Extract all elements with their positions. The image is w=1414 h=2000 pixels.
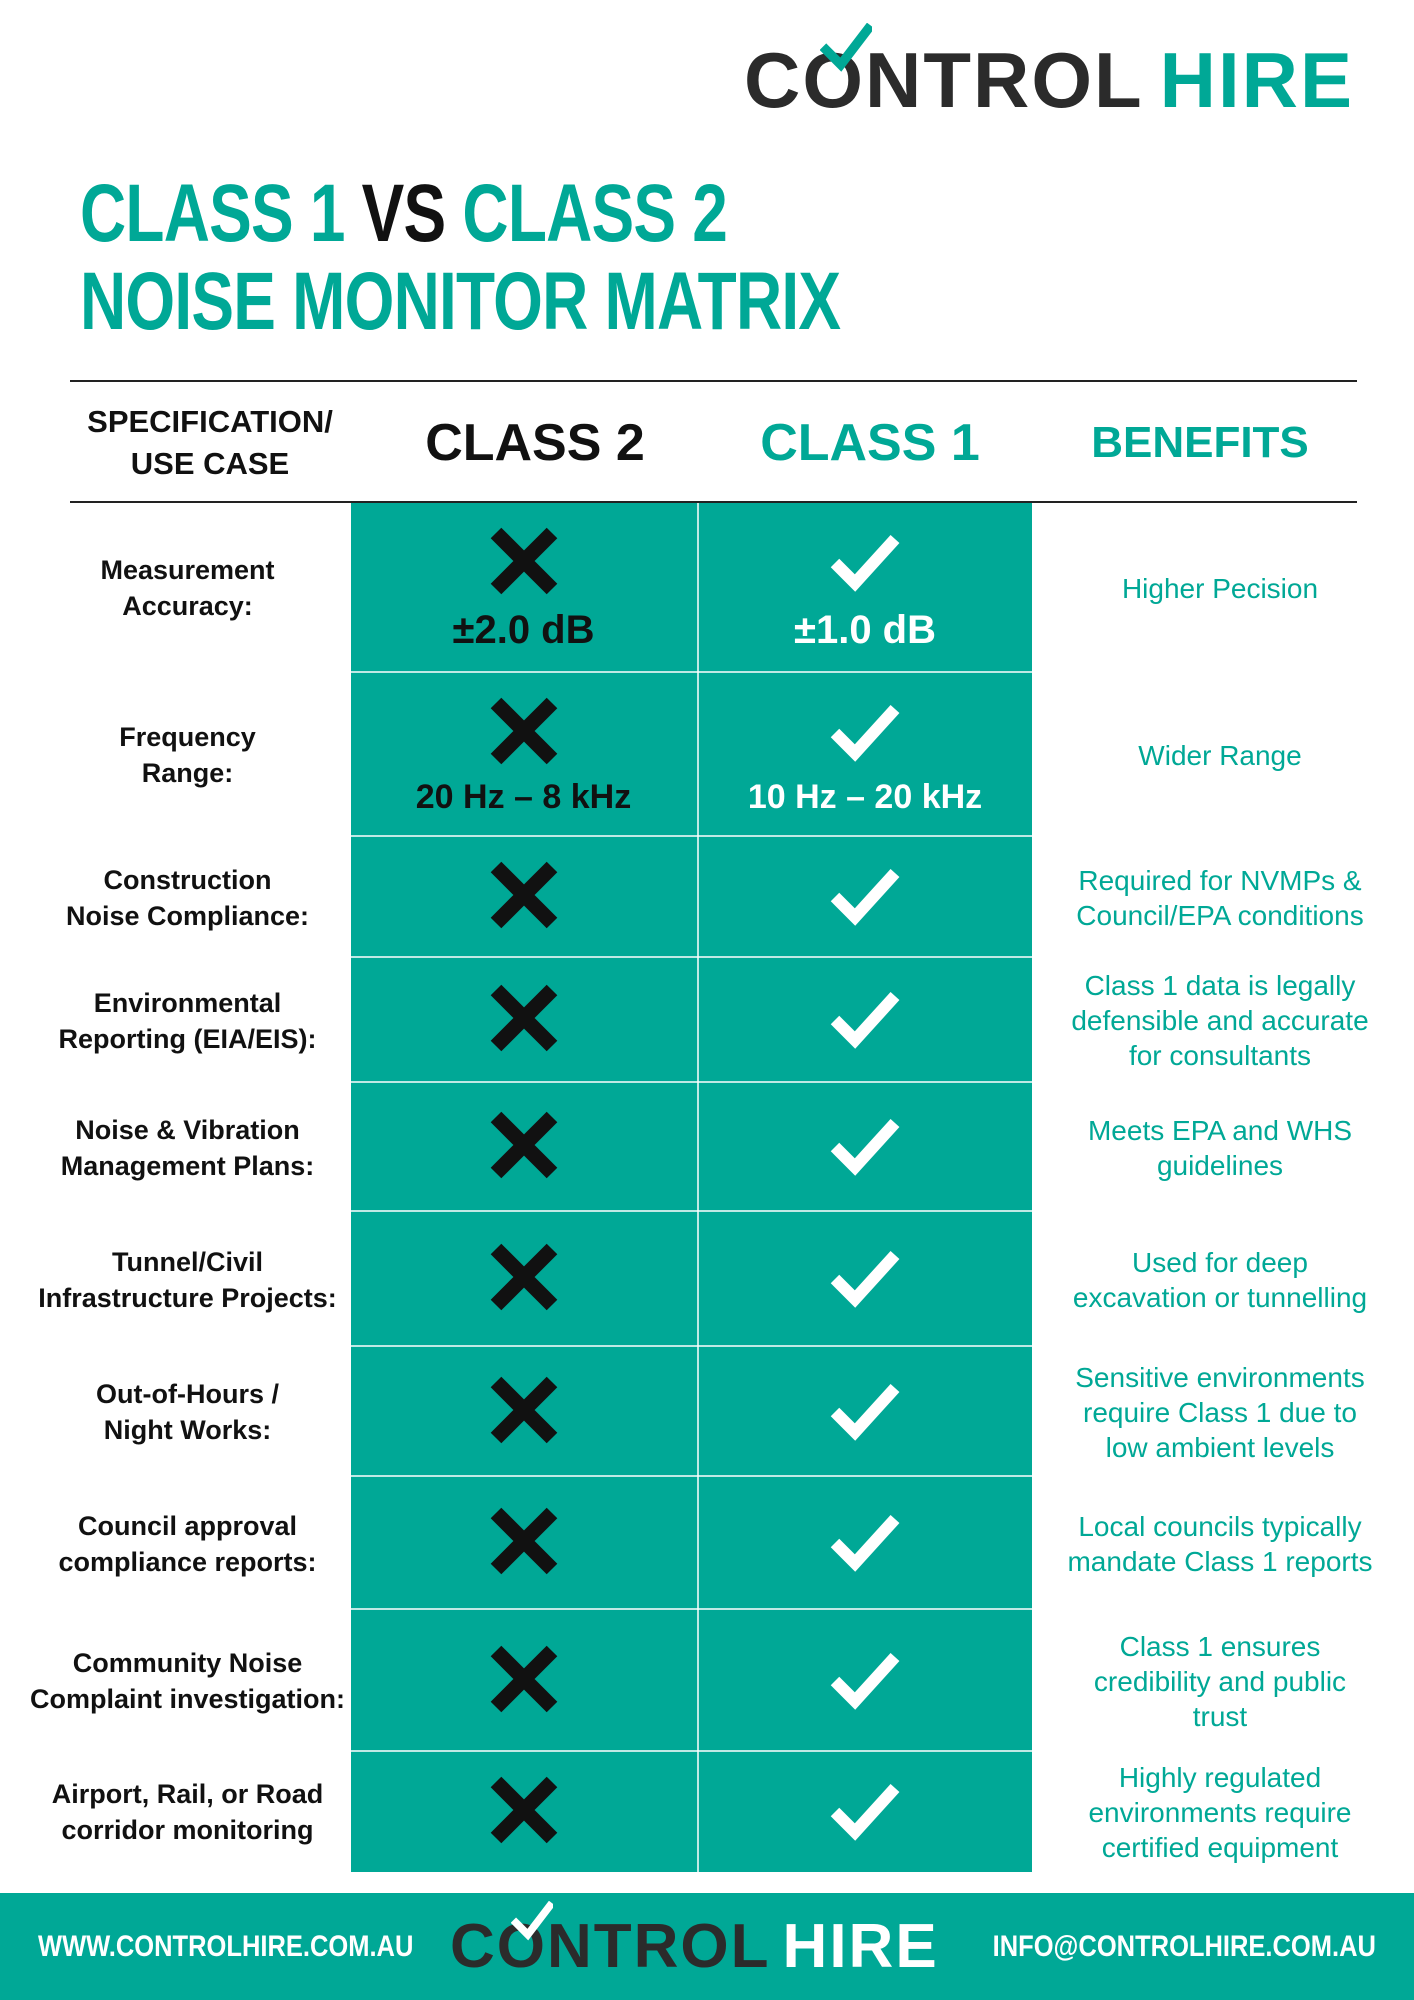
class2-cell (351, 1347, 696, 1477)
footer-email-link[interactable]: INFO@CONTROLHIRE.COM.AU (992, 1929, 1376, 1963)
header-benefits: BENEFITS (1091, 417, 1309, 467)
logo-text-o: O (802, 35, 866, 124)
benefit-line: Used for deep (1132, 1246, 1308, 1278)
footer-logo (450, 1901, 939, 1991)
benefit-line: guidelines (1156, 1149, 1284, 1181)
class2-value: 20 Hz – 8 kHz (415, 778, 632, 816)
title-line2: NOISE MONITOR MATRIX (80, 256, 841, 347)
benefit-line: Sensitive environments (1075, 1361, 1365, 1393)
cross-icon (486, 980, 562, 1061)
footer-website-link[interactable]: WWW.CONTROLHIRE.COM.AU (38, 1929, 414, 1963)
class1-cell (698, 1347, 1032, 1477)
table-row (0, 1347, 1414, 1477)
class2-cell (351, 673, 696, 837)
check-icon (827, 1372, 903, 1453)
header-top-rule (70, 380, 1357, 382)
footer-logo-hire: HIRE (782, 1911, 939, 1981)
check-icon (827, 1107, 903, 1188)
benefit-line: mandate Class 1 reports (1067, 1545, 1373, 1577)
class1-value: ±1.0 dB (794, 608, 936, 652)
spec-line: Management Plans: (60, 1150, 315, 1181)
spec-label (20, 1347, 355, 1477)
benefit-line: Class 1 data is legally (1084, 970, 1356, 1001)
class1-cell (698, 673, 1032, 837)
spec-line: compliance reports: (58, 1546, 317, 1577)
benefit-line: excavation or tunnelling (1072, 1281, 1368, 1313)
header-class1: CLASS 1 (760, 413, 980, 472)
logo-check-icon (820, 23, 872, 75)
class2-cell (351, 958, 696, 1083)
class2-cell (351, 1477, 696, 1610)
table-row (0, 503, 1414, 673)
table-row (0, 1477, 1414, 1610)
footer (0, 1893, 1414, 2000)
table-row (0, 837, 1414, 958)
spec-line: Council approval (77, 1510, 298, 1541)
cross-icon (486, 523, 562, 604)
class2-cell (351, 1083, 696, 1212)
benefit-text (1050, 958, 1390, 1083)
check-icon (827, 980, 903, 1061)
table-row (0, 1212, 1414, 1347)
check-icon (827, 1503, 903, 1584)
cross-icon (486, 1641, 562, 1722)
spec-line: Reporting (EIA/EIS): (58, 1023, 317, 1054)
spec-line: Infrastructure Projects: (38, 1282, 337, 1313)
table-row (0, 673, 1414, 837)
benefit-line: Highly regulated (1118, 1761, 1322, 1793)
title-vs: VS (344, 168, 463, 259)
benefit-line: Class 1 ensures (1119, 1630, 1321, 1662)
spec-line: Noise & Vibration (75, 1114, 300, 1145)
class2-value: ±2.0 dB (452, 608, 595, 652)
cross-icon (486, 1372, 562, 1453)
page-title (80, 170, 840, 346)
benefit-line: Higher Pecision (1121, 572, 1319, 604)
header-spec-line2: USE CASE (130, 445, 290, 481)
spec-label (20, 503, 355, 673)
benefit-line: Local councils typically (1078, 1510, 1362, 1542)
spec-line: Noise Compliance: (65, 900, 310, 931)
benefit-text (1050, 1212, 1390, 1347)
header-spec-line1: SPECIFICATION/ (87, 403, 333, 439)
spec-line: Tunnel/Civil (111, 1246, 263, 1277)
benefit-line: Wider Range (1138, 739, 1302, 771)
benefit-text (1050, 1752, 1390, 1872)
cross-icon (486, 1107, 562, 1188)
class1-cell (698, 1477, 1032, 1610)
logo-text-c: C (744, 35, 803, 124)
cross-icon (486, 1503, 562, 1584)
spec-line: Construction (103, 864, 272, 895)
check-icon (827, 1772, 903, 1853)
class1-cell (698, 1083, 1032, 1212)
benefit-text (1050, 1083, 1390, 1212)
cross-icon (486, 693, 562, 774)
class1-cell (698, 1212, 1032, 1347)
spec-label (20, 1752, 355, 1872)
footer-logo-o: O (496, 1911, 548, 1981)
benefit-line: require Class 1 due to (1083, 1396, 1357, 1428)
logo-text-hire: HIRE (1159, 35, 1354, 124)
benefit-line: for consultants (1128, 1040, 1312, 1071)
table-row (0, 1083, 1414, 1212)
check-icon (827, 857, 903, 938)
spec-line: Measurement (100, 555, 275, 585)
benefit-text (1050, 673, 1390, 837)
spec-label (20, 1610, 355, 1752)
class1-cell (698, 958, 1032, 1083)
benefit-line: Council/EPA conditions (1076, 899, 1364, 931)
spec-line: Accuracy: (122, 591, 253, 621)
spec-label (20, 1083, 355, 1212)
cross-icon (486, 857, 562, 938)
cross-icon (486, 1239, 562, 1320)
header-class2: CLASS 2 (425, 413, 645, 472)
class2-cell (351, 503, 696, 673)
spec-label (20, 1477, 355, 1610)
logo-text-ntrol: NTROL (865, 35, 1144, 124)
check-icon (827, 693, 903, 774)
footer-logo-ntrol: NTROL (547, 1911, 771, 1981)
benefit-text (1050, 837, 1390, 958)
benefit-text (1050, 1347, 1390, 1477)
class1-cell (698, 837, 1032, 958)
class2-cell (351, 1212, 696, 1347)
spec-label (20, 837, 355, 958)
benefit-line: environments require (1088, 1796, 1352, 1828)
spec-line: Community Noise (72, 1648, 303, 1678)
class1-cell (698, 1610, 1032, 1752)
benefit-text (1050, 1477, 1390, 1610)
spec-line: Airport, Rail, or Road (51, 1779, 324, 1809)
footer-logo-c: C (450, 1911, 497, 1981)
title-class1: CLASS 1 (80, 168, 345, 259)
benefit-line: Required for NVMPs & (1078, 864, 1362, 896)
class2-cell (351, 1610, 696, 1752)
class2-cell (351, 1752, 696, 1872)
check-icon (827, 1641, 903, 1722)
class2-cell (351, 837, 696, 958)
benefit-text (1050, 503, 1390, 673)
footer-logo-check-icon (511, 1901, 553, 1943)
spec-label (20, 673, 355, 837)
header-specification (60, 385, 360, 500)
spec-line: corridor monitoring (61, 1815, 314, 1845)
spec-line: Complaint investigation: (29, 1684, 345, 1714)
spec-line: Night Works: (103, 1415, 272, 1445)
title-class2: CLASS 2 (462, 168, 728, 259)
footer-logo-o-wrap (497, 1911, 547, 1982)
benefit-line: trust (1192, 1700, 1248, 1732)
spec-line: Environmental (93, 987, 282, 1018)
class1-cell (698, 1752, 1032, 1872)
table-row (0, 1610, 1414, 1752)
spec-line: Range: (141, 758, 234, 788)
check-icon (827, 1239, 903, 1320)
benefit-line: credibility and public (1093, 1665, 1347, 1697)
spec-line: Frequency (119, 722, 256, 752)
class1-value: 10 Hz – 20 kHz (747, 778, 983, 816)
class1-cell (698, 503, 1032, 673)
benefit-line: Meets EPA and WHS (1087, 1114, 1353, 1146)
logo-o-wrap (802, 35, 865, 126)
cross-icon (486, 1772, 562, 1853)
table-row (0, 958, 1414, 1083)
spec-line: Out-of-Hours / (96, 1379, 279, 1409)
spec-label (20, 958, 355, 1083)
benefit-line: low ambient levels (1105, 1431, 1335, 1463)
benefit-text (1050, 1610, 1390, 1752)
table-row (0, 1752, 1414, 1872)
benefit-line: defensible and accurate (1071, 1005, 1369, 1036)
controlhire-logo (744, 30, 1354, 130)
benefit-line: certified equipment (1101, 1831, 1339, 1863)
check-icon (827, 523, 903, 604)
spec-label (20, 1212, 355, 1347)
